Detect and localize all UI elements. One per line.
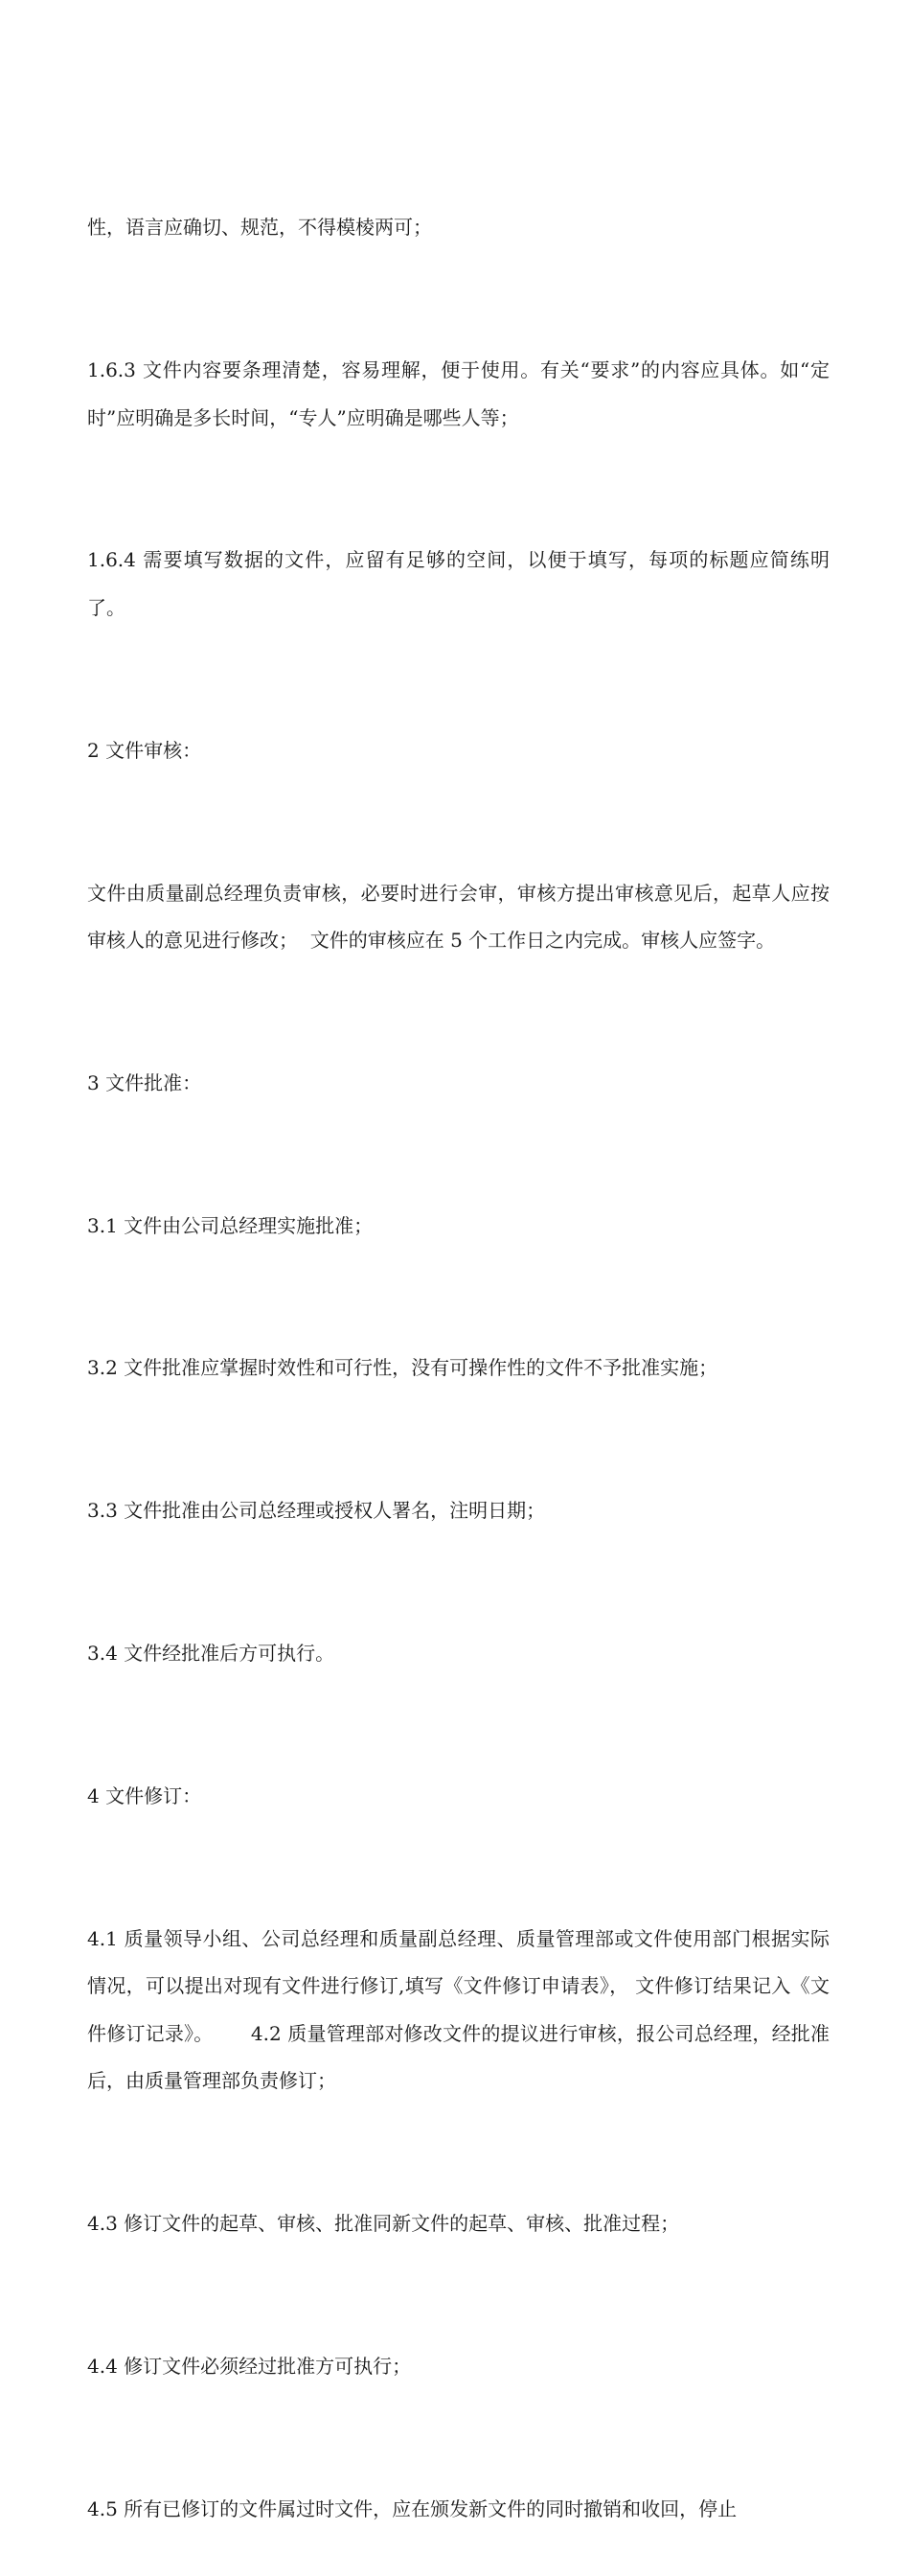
document-body xyxy=(87,109,830,2576)
paragraph-3-3: 3.3 文件批准由公司总经理或授权人署名，注明日期； xyxy=(87,1499,546,1523)
paragraph-review: 文件由质量副总经理负责审核，必要时进行会审，审核方提出审核意见后，起草人应按审核人的意见进行修改； 文件的审核应在 5 个工作日之内完成。审核人应签字。 xyxy=(87,881,830,953)
paragraph-4-5: 4.5 所有已修订的文件属过时文件，应在颁发新文件的同时撤销和收回，停止 xyxy=(87,2496,738,2520)
paragraph-3-2: 3.2 文件批准应掌握时效性和可行性，没有可操作性的文件不予批准实施； xyxy=(87,1356,718,1380)
paragraph-3-1: 3.1 文件由公司总经理实施批准； xyxy=(87,1213,374,1237)
paragraph-1-6-3: 1.6.3 文件内容要条理清楚，容易理解，便于使用。有关“要求”的内容应具体。如“定时”应明确是多长时间，“专人”应明确是哪些人等； xyxy=(87,357,830,429)
paragraph-1-6-4: 1.6.4 需要填写数据的文件，应留有足够的空间，以便于填写，每项的标题应简练明了。 xyxy=(87,548,830,619)
paragraph-4-1: 4.1 质量领导小组、公司总经理和质量副总经理、质量管理部或文件使用部门根据实际情况，可以提出对现有文件进行修订,填写《文件修订申请表》， 文件修订结果记入《文件修订记录》。 4.2 质量管理部对修改文件的提议进行审核，报公司总经理，经批准后，由质量管理部负责修订； xyxy=(87,1926,830,2093)
paragraph-3-4: 3.4 文件经批准后方可执行。 xyxy=(87,1642,335,1665)
section-heading-review: 2 文件审核： xyxy=(87,738,202,762)
paragraph-4-4: 4.4 修订文件必须经过批准方可执行； xyxy=(87,2354,412,2378)
paragraph-4-3: 4.3 修订文件的起草、审核、批准同新文件的起草、审核、批准过程； xyxy=(87,2212,680,2236)
section-heading-approval: 3 文件批准： xyxy=(87,1070,202,1094)
paragraph-continuation: 性，语言应确切、规范，不得模棱两可； xyxy=(87,216,432,240)
section-heading-revision: 4 文件修订： xyxy=(87,1783,202,1807)
